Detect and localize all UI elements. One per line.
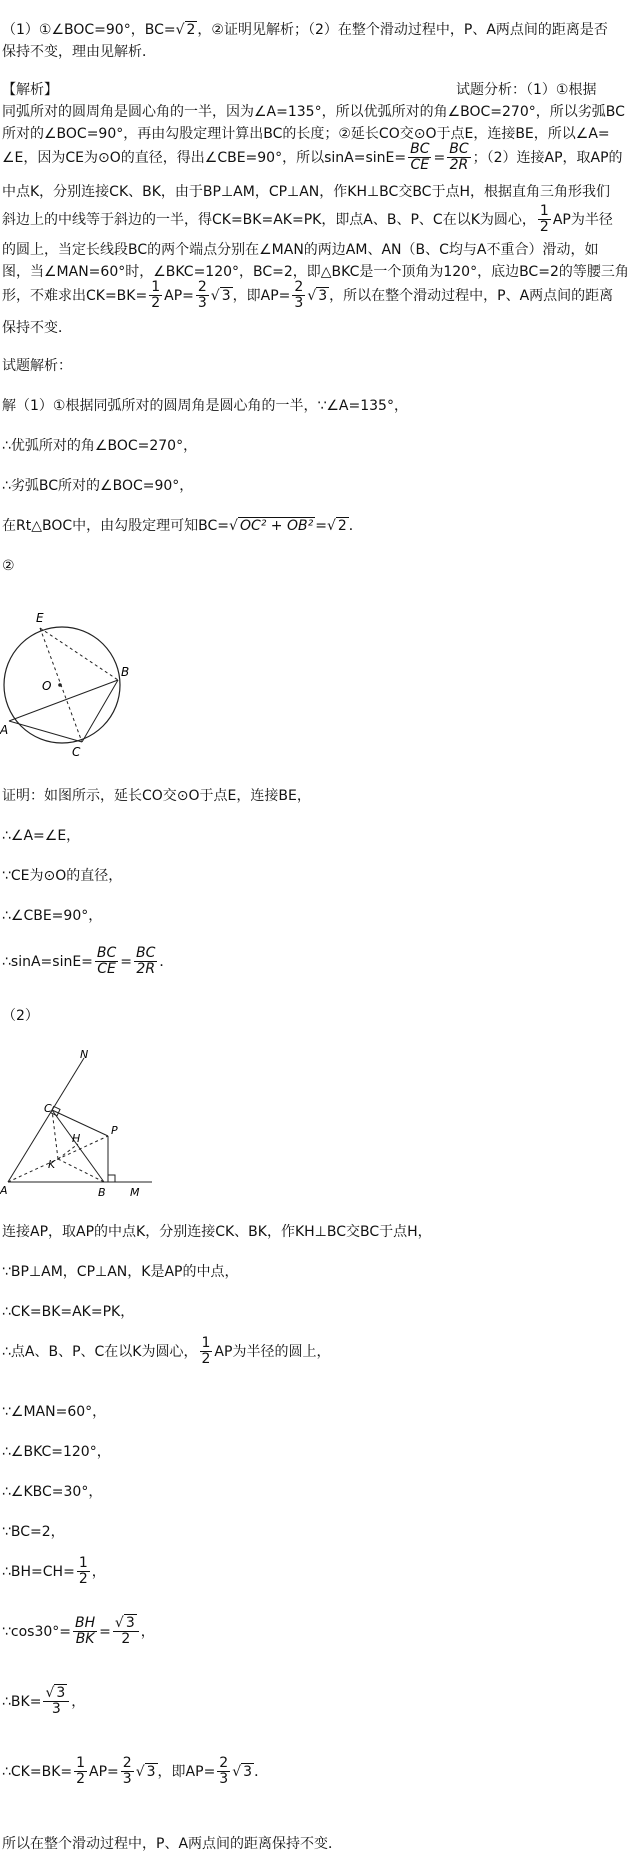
solution-line: （2）	[2, 1008, 39, 1024]
circle-figure	[0, 600, 140, 760]
solution-line: ∴∠BKC=120°，	[2, 1444, 111, 1460]
label-m: M	[130, 1186, 140, 1199]
analysis-line: 斜边上的中线等于斜边的一半，得CK=BK=AK=PK，即点A、B、P、C在以K为圆心， $\frac{1}{2}$ AP为半径	[2, 203, 613, 236]
label-c: C	[44, 1102, 52, 1115]
label-n: N	[80, 1050, 89, 1061]
solution-line: ∴BK= $\frac{√ 3}{3}$ ，	[2, 1685, 86, 1718]
right-angle-b	[108, 1175, 115, 1182]
segment-cb	[52, 1110, 104, 1182]
answer-line-2: 保持不变，理由见解析．	[2, 44, 156, 60]
analysis-tag: 【解析】	[2, 82, 58, 98]
analysis-line: 所对的∠BOC=90°，再由勾股定理计算出BC的长度；②延长CO交⊙O于点E，连接BE，所以∠A=	[2, 126, 610, 142]
label-b: B	[98, 1186, 106, 1199]
solution-line: ∵cos30°= $\frac{BH}{BK}$ = $\frac{√ 3}{2}$ ，	[2, 1615, 155, 1648]
segment-kb	[58, 1159, 104, 1182]
solution-line: ∴点A、B、P、C在以K为圆心， $\frac{1}{2}$ AP为半径的圆上，	[2, 1335, 331, 1368]
solution-line: ∴∠A=∠E，	[2, 828, 81, 844]
label-a: A	[0, 723, 9, 737]
solution-line: ∵BP⊥AM，CP⊥AN，K是AP的中点，	[2, 1264, 239, 1280]
solution-line: ∴sinA=sinE= $\frac{BC}{CE}$ = $\frac{BC}{2R}$ ．	[2, 945, 174, 978]
segment-eb	[40, 628, 118, 680]
segment-cb	[82, 680, 118, 742]
analysis-line: 中点K，分别连接CK、BK，由于BP⊥AM，CP⊥AN，作KH⊥BC交BC于点H，根据直角三角形我们	[2, 184, 610, 200]
solution-line: ∴优弧所对的角∠BOC=270°，	[2, 438, 198, 454]
segment-ac	[9, 721, 82, 742]
label-k: K	[48, 1158, 56, 1171]
sqrt-2: √ 2	[175, 22, 196, 38]
label-a: A	[0, 1184, 8, 1197]
answer-line-1	[2, 20, 608, 42]
label-h: H	[72, 1132, 81, 1145]
solution-line: 连接AP，取AP的中点K，分别连接CK、BK，作KH⊥BC交BC于点H，	[2, 1224, 432, 1240]
label-e: E	[36, 611, 44, 625]
analysis-line: 保持不变．	[2, 320, 72, 336]
label-p: P	[111, 1124, 118, 1137]
analysis-line: 图，当∠MAN=60°时，∠BKC=120°，BC=2，即△BKC是一个顶角为120°，底边BC=2的等腰三角	[2, 264, 629, 280]
label-b: B	[121, 665, 130, 679]
solution-line: ∴劣弧BC所对的∠BOC=90°，	[2, 478, 194, 494]
solution-line: ∴∠CBE=90°，	[2, 908, 103, 924]
analysis-line: 的圆上，当定长线段BC的两个端点分别在∠MAN的两边AM、AN（B、C均与A不重合）滑动，如	[2, 242, 599, 258]
analysis-line: 形，不难求出CK=BK= $\frac{1}{2}$ AP= $\frac{2}{3}$ √ 3 ，即AP= $\frac{2}{3}$ √ 3 ，所以在整个滑动过程中，P、A两点间的距离	[2, 279, 614, 312]
point-o	[58, 683, 62, 687]
solution-line: ∴∠KBC=30°，	[2, 1484, 103, 1500]
answer-text-2: ，②证明见解析；（2）在整个滑动过程中，P、A两点间的距离是否	[197, 22, 608, 38]
solution-line: ∴CK=BK= $\frac{1}{2}$ AP= $\frac{2}{3}$ √ 3 ，即AP= $\frac{2}{3}$ √ 3 ．	[2, 1755, 269, 1788]
solution-line: 证明：如图所示，延长CO交⊙O于点E，连接BE，	[2, 788, 311, 804]
answer-text: （1）①∠BOC=90°，BC=	[2, 22, 176, 38]
analysis-line: ∠E，因为CE为⊙O的直径，得出∠CBE=90°，所以sinA=sinE= $\frac{BC}{CE}$ = $\frac{BC}{2R}$ ；（2）连接AP，取AP的	[2, 141, 623, 174]
solution-line: ∵∠MAN=60°，	[2, 1404, 107, 1420]
segment-ab	[9, 680, 118, 721]
angle-figure	[0, 1050, 170, 1200]
circle-o	[4, 627, 120, 743]
solution-line: 解（1）①根据同弧所对的圆周角是圆心角的一半，∵∠A=135°，	[2, 398, 408, 414]
analysis-intro: 试题分析：（1）①根据	[456, 82, 597, 98]
solution-line: ∴CK=BK=AK=PK，	[2, 1304, 135, 1320]
analysis-line: 同弧所对的圆周角是圆心角的一半，因为∠A=135°，所以优弧所对的角∠BOC=270°，所以劣弧BC	[2, 104, 625, 120]
solution-line: ∵BC=2，	[2, 1524, 65, 1540]
label-c: C	[72, 745, 81, 759]
solution-line: ∴BH=CH= $\frac{1}{2}$ ，	[2, 1555, 106, 1588]
solution-line: 所以在整个滑动过程中，P、A两点间的距离保持不变．	[2, 1836, 343, 1852]
solution-line: 在Rt△BOC中，由勾股定理可知BC=√ OC² + OB² =√ 2 ．	[2, 518, 363, 534]
solution-line: ②	[2, 558, 15, 574]
label-o: O	[42, 679, 52, 693]
solution-header: 试题解析：	[2, 358, 72, 374]
solution-line: ∵CE为⊙O的直径，	[2, 868, 123, 884]
